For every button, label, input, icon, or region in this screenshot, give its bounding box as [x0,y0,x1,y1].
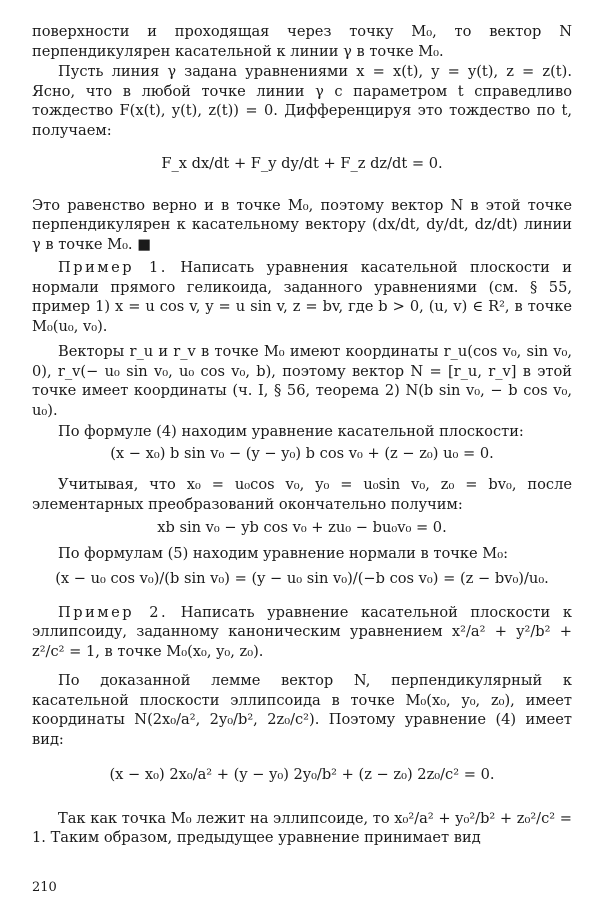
paragraph-8: По доказанной лемме вектор N, перпендикулярный к касательной плоскости эллипсоида в точке M₀(x₀, y₀, z₀), имеет координаты N(2x₀/a², 2y₀/b², 2z₀/c²). Поэтому уравнение (4) имеет вид: [32,672,572,748]
page-body [32,22,572,848]
equation-3: xb sin v₀ − yb cos v₀ + zu₀ − bu₀v₀ = 0. [157,519,447,536]
example-1-text: Написать уравнения касательной плоскости и нормали прямого геликоида, заданного уравнениями (см. § 55, пример 1) x = u cos v, y = u sin v, z = bv, где b > 0, (u, v) ∈ R², в точке M₀(u₀, v₀). [32,259,572,335]
paragraph-3: Это равенство верно и в точке M₀, поэтому вектор N в этой точке перпендикулярен к касательному вектору (dx/dt, dy/dt, dz/dt) линии γ в точке M₀. ■ [32,196,572,253]
equation-2: (x − x₀) b sin v₀ − (y − y₀) b cos v₀ + (z − z₀) u₀ = 0. [110,444,494,462]
equation-4: (x − u₀ cos v₀)/(b sin v₀) = (y − u₀ sin v₀)/(−b cos v₀) = (z − bv₀)/u₀. [55,570,549,587]
paragraph-6: Учитывая, что x₀ = u₀cos v₀, y₀ = u₀sin v₀, z₀ = bv₀, после элементарных преобразований окончательно получим: [32,476,572,513]
page-number: 210 [32,880,57,895]
paragraph-9: Так как точка M₀ лежит на эллипсоиде, то x₀²/a² + y₀²/b² + z₀²/c² = 1. Таким образом, предыдущее уравнение принимает вид [32,809,572,846]
paragraph-7: По формулам (5) находим уравнение нормали в точке M₀: [58,544,509,562]
equation-5: (x − x₀) 2x₀/a² + (y − y₀) 2y₀/b² + (z − z₀) 2z₀/c² = 0. [109,766,495,783]
paragraph-2: Пусть линия γ задана уравнениями x = x(t), y = y(t), z = z(t). Ясно, что в любой точке линии γ с параметром t справедливо тождество F(x(t), y(t), z(t)) = 0. Дифференцируя это тождество по t, получаем: [32,63,572,139]
example-1-label: Пример 1. [58,259,168,276]
example-1 [32,258,572,336]
paragraph-4: Векторы r_u и r_v в точке M₀ имеют координаты r_u(cos v₀, sin v₀, 0), r_v(− u₀ sin v₀, u₀ cos v₀, b), поэтому вектор N = [r_u, r_v] в этой точке имеет координаты (ч. I, § 56, теорема 2) N(b sin v₀, − b cos v₀, u₀). [32,343,572,419]
equation-1: F_x dx/dt + F_y dy/dt + F_z dz/dt = 0. [161,155,443,172]
example-2-text: Написать уравнение касательной плоскости к эллипсоиду, заданному каноническим уравнением x²/a² + y²/b² + z²/c² = 1, в точке M₀(x₀, y₀, z₀). [32,603,572,660]
example-2 [32,603,572,662]
paragraph-1: поверхности и проходящая через точку M₀, то вектор N перпендикулярен касательной к линии γ в точке M₀. [32,23,572,60]
paragraph-5: По формуле (4) находим уравнение касательной плоскости: [58,423,524,440]
example-2-label: Пример 2. [58,603,169,621]
